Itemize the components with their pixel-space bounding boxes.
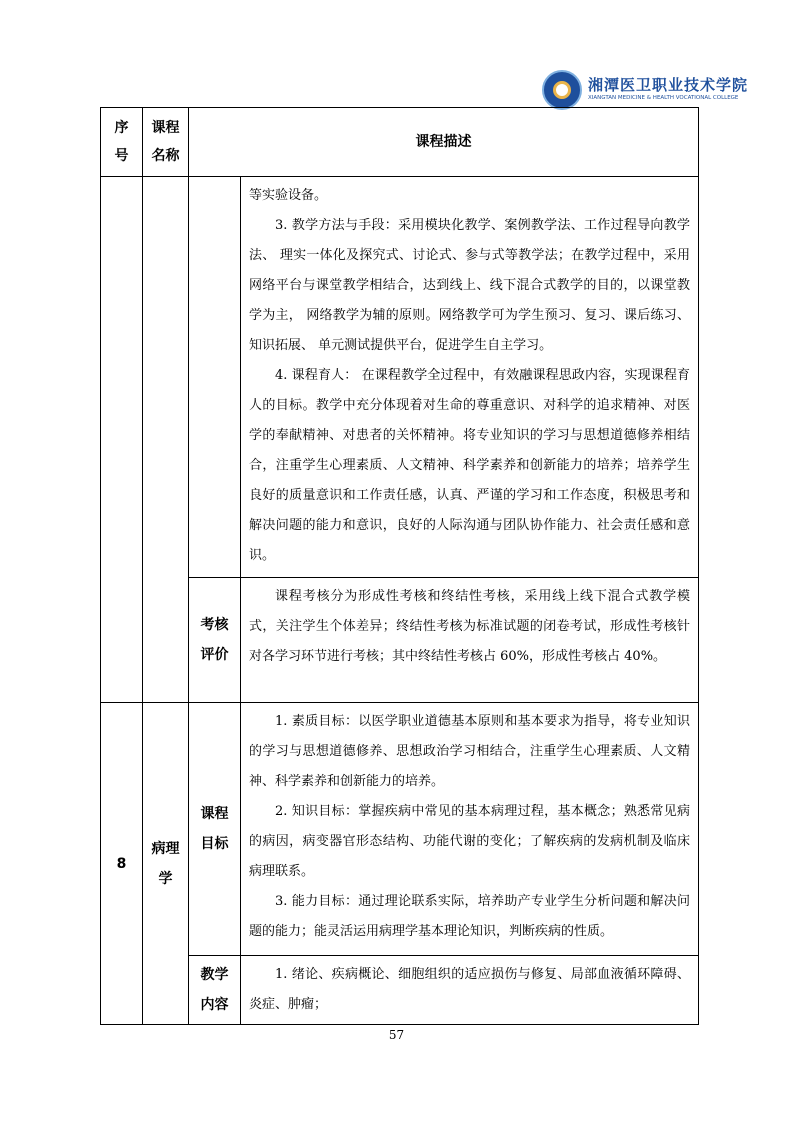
assessment-description [241,578,699,703]
goals-description [241,703,699,956]
header-course-name: 课程名称 [143,108,189,177]
logo-chinese-name: 湘潭医卫职业技术学院 [588,76,749,94]
content-label: 教学内容 [189,956,241,1025]
college-emblem-icon [542,70,582,110]
goals-label: 课程目标 [189,703,241,956]
header-course-desc: 课程描述 [189,108,699,177]
continued-para-3: 4. 课程育人： 在课程教学全过程中，有效融课程思政内容，实现课程育人的目标。教学中充分体现着对生命的尊重意识、对科学的追求精神、对医学的奉献精神、对患者的关怀精神。将专业知识的学习与思想道德修养相结合，注重学生心理素质、人文精神、科学素养和创新能力的培养；培养学生良好的质量意识和工作责任感，认真、严谨的学习和工作态度，积极思考和解决问题的能力和意识，良好的人际沟通与团队协作能力、社会责任感和意识。 [249,368,690,563]
continued-description [241,177,699,578]
label-cell-empty [189,177,241,578]
seq-cell-empty [101,177,143,703]
assessment-label: 考核评价 [189,578,241,703]
logo-english-name: XIANGTAN MEDICINE & HEALTH VOCATIONAL COLLEGE [588,95,739,101]
name-cell-empty [143,177,189,703]
course-table [100,107,699,1025]
content-para-1: 1. 绪论、疾病概论、细胞组织的适应损伤与修复、局部血液循环障碍、 炎症、肿瘤； [249,967,690,1012]
table-row-continued [101,177,699,578]
header-seq: 序号 [101,108,143,177]
course-name-pathology: 病理学 [143,703,189,1025]
assessment-para: 课程考核分为形成性考核和终结性考核，采用线上线下混合式教学模式，关注学生个体差异；终结性考核为标准试题的闭卷考试，形成性考核针对各学习环节进行考核；其中终结性考核占 60%，形成性考核占 40%。 [249,589,690,664]
table-row-course8-content [101,956,699,1025]
goal-para-2: 2. 知识目标：掌握疾病中常见的基本病理过程，基本概念；熟悉常见病的病因，病变器官形态结构、功能代谢的变化；了解疾病的发病机制及临床病理联系。 [249,804,690,879]
continued-para-2: 3. 教学方法与手段：采用模块化教学、案例教学法、工作过程导向教学法、 理实一体化及探究式、讨论式、参与式等教学法；在教学过程中，采用网络平台与课堂教学相结合，达到线上、线下混合式教学的目的，以课堂教学为主， 网络教学为辅的原则。网络教学可为学生预习、复习、课后练习、知识拓展、 单元测试提供平台，促进学生自主学习。 [249,218,690,353]
continued-para-1: 等实验设备。 [249,188,328,203]
goal-para-1: 1. 素质目标：以医学职业道德基本原则和基本要求为指导，将专业知识的学习与思想道德修养、思想政治学习相结合，注重学生心理素质、人文精神、科学素养和创新能力的培养。 [249,714,690,789]
course-seq-8: 8 [101,703,143,1025]
table-row-assessment [101,578,699,703]
content-description [241,956,699,1025]
table-header-row [101,108,699,177]
goal-para-3: 3. 能力目标：通过理论联系实际，培养助产专业学生分析问题和解决问题的能力；能灵活运用病理学基本理论知识，判断疾病的性质。 [249,894,690,939]
page-number: 57 [388,1028,405,1042]
table-row-course8-goals [101,703,699,956]
